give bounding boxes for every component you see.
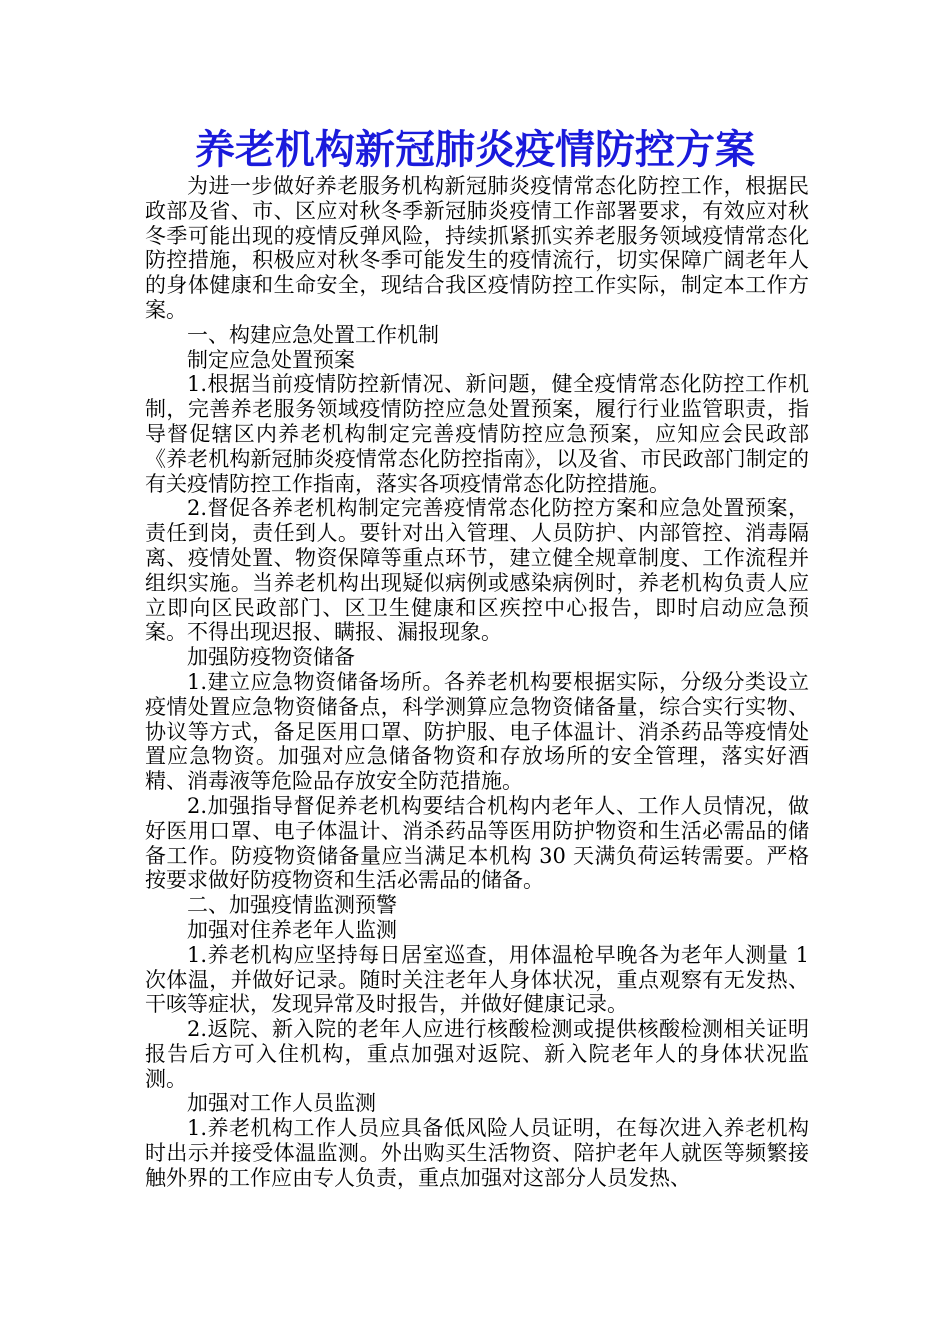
document-title: 养老机构新冠肺炎疫情防控方案 xyxy=(195,126,755,173)
section-heading: 二、加强疫情监测预警 xyxy=(187,893,397,918)
body-paragraph: 1.养老机构工作人员应具备低风险人员证明，在每次进入养老机构时出示并接受体温监测。外出购买生活物资、陪护老年人就医等频繁接触外界的工作应由专人负责，重点加强对这部分人员发热、 xyxy=(145,1116,809,1190)
intro-paragraph: 为进一步做好养老服务机构新冠肺炎疫情常态化防控工作，根据民政部及省、市、区应对秋冬季新冠肺炎疫情工作部署要求，有效应对秋冬季可能出现的疫情反弹风险，持续抓紧抓实养老服务领域疫情常态化防控措施，积极应对秋冬季可能发生的疫情流行，切实保障广阔老年人的身体健康和生命安全，现结合我区疫情防控工作实际，制定本工作方案。 xyxy=(145,174,809,322)
document-body xyxy=(145,174,809,1191)
section-heading: 一、构建应急处置工作机制 xyxy=(187,322,439,347)
subsection-heading: 制定应急处置预案 xyxy=(187,347,355,372)
subsection-heading: 加强防疫物资储备 xyxy=(187,645,355,670)
body-paragraph: 2.加强指导督促养老机构要结合机构内老年人、工作人员情况，做好医用口罩、电子体温计、消杀药品等医用防护物资和生活必需品的储备工作。防疫物资储备量应当满足本机构 30 天满负荷运转需要。严格按要求做好防疫物资和生活必需品的储备。 xyxy=(145,793,809,893)
body-paragraph: 1.养老机构应坚持每日居室巡查，用体温枪早晚各为老年人测量 1 次体温，并做好记录。随时关注老年人身体状况，重点观察有无发热、干咳等症状，发现异常及时报告，并做好健康记录。 xyxy=(145,942,809,1017)
subsection-heading: 加强对工作人员监测 xyxy=(187,1091,376,1116)
subsection-heading: 加强对住养老年人监测 xyxy=(187,917,397,942)
body-paragraph: 1.建立应急物资储备场所。各养老机构要根据实际，分级分类设立疫情处置应急物资储备点，科学测算应急物资储备量，综合实行实物、协议等方式，备足医用口罩、防护服、电子体温计、消杀药品等疫情处置应急物资。加强对应急储备物资和存放场所的安全管理，落实好酒精、消毒液等危险品存放安全防范措施。 xyxy=(145,669,809,794)
body-paragraph: 1.根据当前疫情防控新情况、新问题，健全疫情常态化防控工作机制，完善养老服务领域疫情防控应急处置预案，履行行业监管职责，指导督促辖区内养老机构制定完善疫情防控应急预案，应知应会民政部《养老机构新冠肺炎疫情常态化防控指南》，以及省、市民政部门制定的有关疫情防控工作指南，落实各项疫情常态化防控措施。 xyxy=(145,372,809,496)
body-paragraph: 2.督促各养老机构制定完善疫情常态化防控方案和应急处置预案，责任到岗，责任到人。要针对出入管理、人员防护、内部管控、消毒隔离、疫情处置、物资保障等重点环节，建立健全规章制度、工作流程并组织实施。当养老机构出现疑似病例或感染病例时，养老机构负责人应立即向区民政部门、区卫生健康和区疾控中心报告，即时启动应急预案。不得出现迟报、瞒报、漏报现象。 xyxy=(145,496,809,645)
body-paragraph: 2.返院、新入院的老年人应进行核酸检测或提供核酸检测相关证明报告后方可入住机构，重点加强对返院、新入院老年人的身体状况监测。 xyxy=(145,1017,809,1091)
